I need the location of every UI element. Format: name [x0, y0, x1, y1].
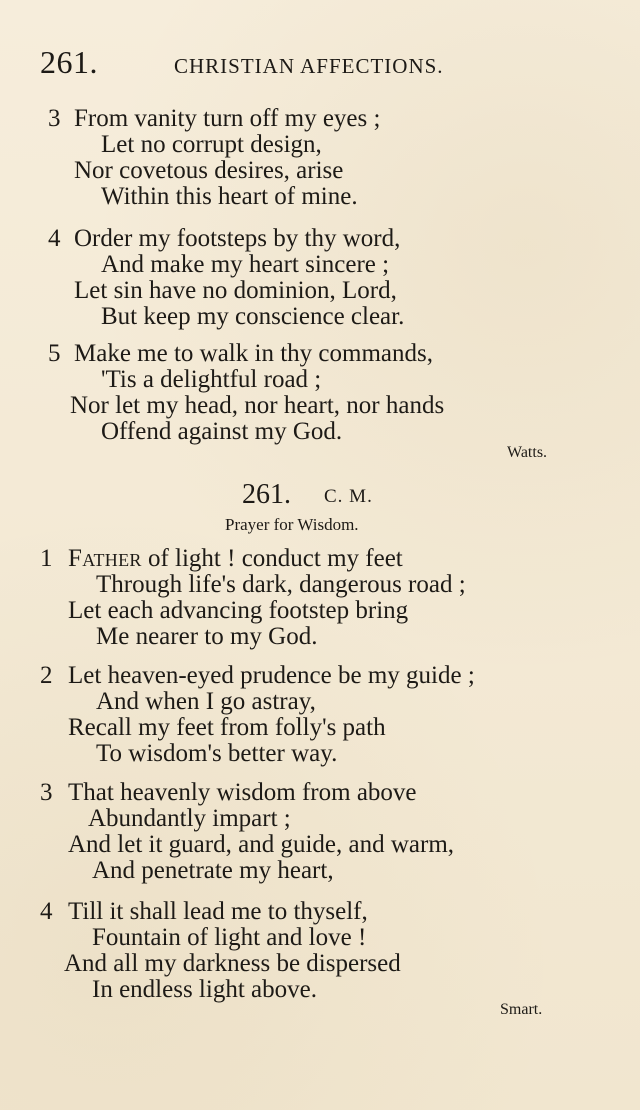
stanza-number: 2	[40, 662, 53, 689]
verse-line: Till it shall lead me to thyself,	[68, 898, 368, 925]
stanza-number: 3	[48, 105, 61, 132]
verse-line: 'Tis a delightful road ;	[101, 366, 322, 393]
stanza-number: 3	[40, 779, 53, 806]
verse-line: Let heaven-eyed prudence be my guide ;	[68, 662, 475, 689]
verse-line: In endless light above.	[92, 976, 317, 1003]
hymn-attribution: Smart.	[500, 1001, 543, 1018]
page-number: 261.	[40, 44, 98, 80]
verse-line: Abundantly impart ;	[88, 805, 291, 832]
verse-line: And all my darkness be dispersed	[64, 950, 401, 977]
verse-line: Fountain of light and love !	[92, 924, 367, 951]
verse-line	[68, 546, 403, 571]
verse-line: And penetrate my heart,	[92, 857, 334, 884]
verse-line: And when I go astray,	[96, 688, 316, 715]
verse-line: To wisdom's better way.	[96, 740, 338, 767]
verse-line: Nor let my head, nor heart, nor hands	[70, 392, 445, 419]
verse-line-rest: of light ! conduct my feet	[147, 545, 403, 572]
verse-line: Within this heart of mine.	[101, 183, 358, 210]
page-running-title: CHRISTIAN AFFECTIONS.	[174, 54, 444, 78]
verse-line: Recall my feet from folly's path	[68, 714, 386, 741]
verse-line: Nor covetous desires, arise	[74, 157, 344, 184]
hymn-number: 261.	[242, 479, 291, 510]
verse-line: That heavenly wisdom from above	[68, 779, 417, 806]
verse-line: Let sin have no dominion, Lord,	[74, 277, 397, 304]
verse-line: But keep my conscience clear.	[101, 303, 405, 330]
hymn-attribution: Watts.	[507, 444, 548, 461]
stanza-number: 5	[48, 340, 61, 367]
verse-line: Make me to walk in thy commands,	[74, 340, 433, 367]
verse-line: Offend against my God.	[101, 418, 343, 445]
verse-line: Me nearer to my God.	[96, 623, 318, 650]
verse-line: Order my footsteps by thy word,	[74, 225, 401, 252]
stanza-number: 4	[40, 898, 53, 925]
hymn-title: Prayer for Wisdom.	[225, 515, 359, 534]
hymn-meter: C. M.	[324, 486, 373, 507]
verse-line: Through life's dark, dangerous road ;	[96, 571, 466, 598]
verse-line: And let it guard, and guide, and warm,	[68, 831, 455, 858]
verse-line: From vanity turn off my eyes ;	[74, 105, 381, 132]
first-word: Father	[68, 545, 142, 572]
verse-line: Let no corrupt design,	[101, 131, 322, 158]
stanza-number: 4	[48, 225, 61, 252]
stanza-number: 1	[40, 545, 53, 572]
verse-line: And make my heart sincere ;	[101, 251, 390, 278]
verse-line: Let each advancing footstep bring	[68, 597, 409, 624]
